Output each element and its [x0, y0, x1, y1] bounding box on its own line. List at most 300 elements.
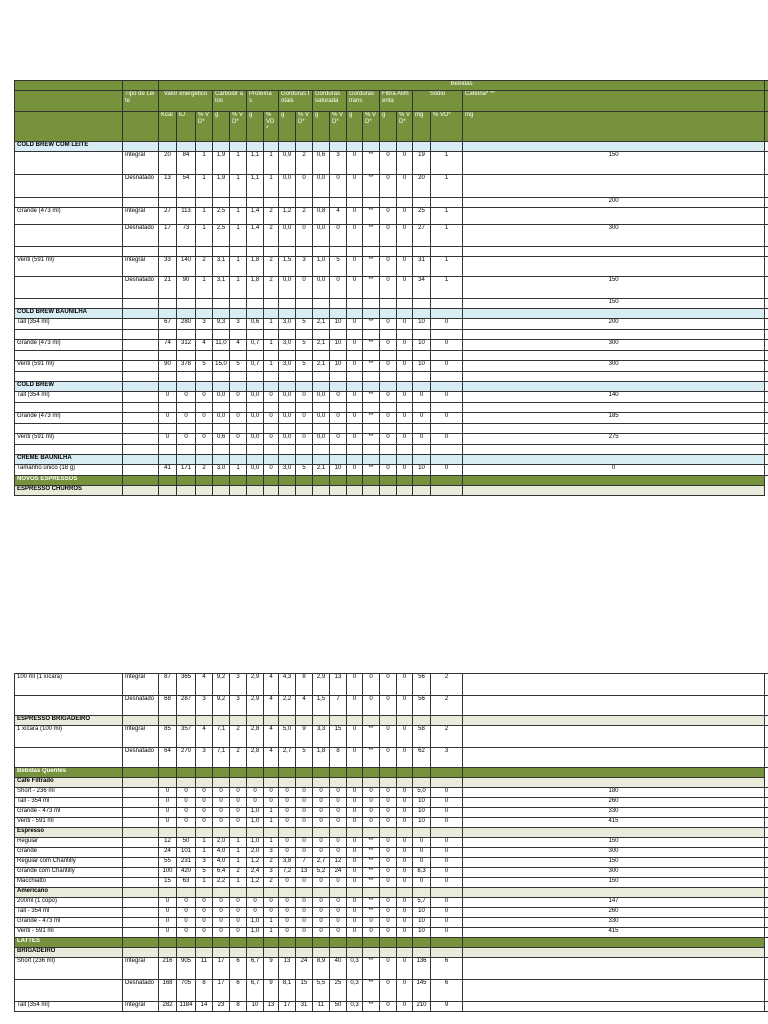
- cell-value: [196, 424, 213, 434]
- cell-value: 4: [264, 696, 279, 716]
- cell-value: 1: [196, 848, 213, 858]
- empty-cell: [397, 938, 413, 948]
- cell-value: 0: [380, 980, 397, 1002]
- cell-value: [330, 424, 347, 434]
- cell-value: 1: [196, 878, 213, 888]
- cell-value: [463, 403, 765, 413]
- table-row: [15, 152, 768, 175]
- cell-value: 50: [330, 1002, 347, 1012]
- empty-cell: [177, 938, 196, 948]
- cell-value: 0,0: [279, 434, 296, 445]
- cell-value: [347, 372, 363, 382]
- cell-value: 0: [213, 808, 230, 818]
- empty-cell: [123, 828, 159, 838]
- cell-value: 0: [279, 798, 296, 808]
- row-padding: [765, 674, 768, 696]
- cell-value: 0: [330, 434, 347, 445]
- cell-value: **: [363, 413, 380, 424]
- cell-value: 4: [264, 674, 279, 696]
- empty-cell: [177, 948, 196, 958]
- cell-value: 0: [431, 413, 463, 424]
- empty-cell: [264, 476, 279, 486]
- cell-value: 0,0: [313, 277, 330, 299]
- cell-value: 168: [159, 980, 177, 1002]
- cell-value: 0,7: [247, 361, 264, 372]
- table-row: [15, 330, 768, 340]
- empty-cell: [296, 938, 313, 948]
- cell-value: [279, 198, 296, 208]
- section-header-row: [15, 382, 768, 392]
- empty-cell: [397, 888, 413, 898]
- cell-value: [247, 372, 264, 382]
- cell-value: 1,0: [247, 918, 264, 928]
- cell-value: 0,0: [313, 225, 330, 247]
- empty-cell: [123, 948, 159, 958]
- empty-cell: [296, 476, 313, 486]
- milk-type: [123, 445, 159, 455]
- cell-value: 0: [380, 928, 397, 938]
- cell-value: 58: [413, 726, 431, 748]
- empty-cell: [196, 455, 213, 465]
- cell-value: 145: [413, 980, 431, 1002]
- empty-cell: [347, 476, 363, 486]
- empty-cell: [413, 948, 431, 958]
- cell-value: 300: [463, 848, 765, 858]
- empty-cell: [196, 828, 213, 838]
- cell-value: 300: [463, 225, 765, 247]
- empty-cell: [313, 948, 330, 958]
- cell-value: 0: [313, 818, 330, 828]
- table-row: [15, 848, 768, 858]
- cell-value: [463, 445, 765, 455]
- empty-cell: [123, 382, 159, 392]
- cell-value: 0: [347, 808, 363, 818]
- empty-cell: [347, 142, 363, 152]
- table-row: [15, 878, 768, 888]
- table-row: [15, 465, 768, 476]
- cell-value: 0: [296, 898, 313, 908]
- cell-value: 24: [296, 958, 313, 980]
- cell-value: 2,8: [247, 726, 264, 748]
- empty-cell: [159, 948, 177, 958]
- cell-value: 0: [380, 208, 397, 225]
- cell-value: 0: [196, 918, 213, 928]
- cell-value: 0,0: [247, 434, 264, 445]
- cell-value: [347, 351, 363, 361]
- empty-cell: [177, 309, 196, 319]
- cell-value: 0: [313, 798, 330, 808]
- cell-value: [196, 198, 213, 208]
- empty-cell: [123, 768, 159, 778]
- empty-cell: [463, 455, 765, 465]
- cell-value: 8: [296, 674, 313, 696]
- cell-value: 0: [363, 788, 380, 798]
- cell-value: [330, 198, 347, 208]
- cell-value: 0: [313, 788, 330, 798]
- cell-value: 7: [330, 696, 347, 716]
- cell-value: 0: [264, 908, 279, 918]
- cell-value: 0,0: [279, 392, 296, 403]
- cell-value: 0: [347, 818, 363, 828]
- cell-value: 15: [296, 980, 313, 1002]
- cell-value: 10: [330, 340, 347, 351]
- cell-value: **: [363, 257, 380, 277]
- cell-value: 20: [159, 152, 177, 175]
- cell-value: 0: [196, 413, 213, 424]
- table-row: [15, 898, 768, 908]
- cell-value: 0: [279, 908, 296, 918]
- cell-value: 0: [330, 818, 347, 828]
- empty-cell: [330, 486, 347, 496]
- cell-value: 5: [196, 361, 213, 372]
- row-padding: [765, 928, 768, 938]
- table-row: [15, 838, 768, 848]
- header-unit: g: [313, 112, 330, 142]
- cell-value: 5: [296, 465, 313, 476]
- cell-value: [413, 424, 431, 434]
- cell-value: 0: [380, 674, 397, 696]
- cell-value: 0: [380, 434, 397, 445]
- cell-value: 0: [397, 858, 413, 868]
- section-header-row: [15, 455, 768, 465]
- cell-value: [330, 372, 347, 382]
- cell-value: 0: [397, 908, 413, 918]
- cell-value: [463, 372, 765, 382]
- cell-value: **: [363, 465, 380, 476]
- cell-value: 0: [347, 838, 363, 848]
- cell-value: 0: [413, 413, 431, 424]
- cell-value: 0: [213, 918, 230, 928]
- cell-value: 2,5: [213, 225, 230, 247]
- cell-value: 1: [196, 175, 213, 198]
- cell-value: 25: [330, 980, 347, 1002]
- empty-cell: [230, 938, 247, 948]
- cell-value: [247, 403, 264, 413]
- cell-value: [413, 330, 431, 340]
- cell-value: 56: [413, 674, 431, 696]
- cell-value: 0: [397, 980, 413, 1002]
- row-label: [15, 980, 123, 1002]
- cell-value: 1: [431, 277, 463, 299]
- empty-cell: [247, 938, 264, 948]
- cell-value: 150: [463, 152, 765, 175]
- cell-value: 0: [296, 392, 313, 403]
- cell-value: [397, 403, 413, 413]
- cell-value: 4,0: [213, 848, 230, 858]
- cell-value: 11: [313, 1002, 330, 1012]
- row-label: Venti (591 ml): [15, 257, 123, 277]
- empty-cell: [247, 828, 264, 838]
- empty-cell: [279, 309, 296, 319]
- cell-value: [413, 299, 431, 309]
- cell-value: 1: [431, 152, 463, 175]
- table-row: [15, 225, 768, 247]
- cell-value: 0: [264, 465, 279, 476]
- empty-cell: [296, 486, 313, 496]
- empty-cell: [196, 382, 213, 392]
- cell-value: 8,9: [313, 958, 330, 980]
- cell-value: 3: [196, 748, 213, 768]
- empty-cell: [330, 309, 347, 319]
- milk-type: Desnatado: [123, 696, 159, 716]
- cell-value: [264, 424, 279, 434]
- table-row: [15, 798, 768, 808]
- cell-value: 63: [177, 878, 196, 888]
- cell-value: [463, 247, 765, 257]
- cell-value: **: [363, 175, 380, 198]
- empty-cell: [413, 309, 431, 319]
- empty-cell: [177, 476, 196, 486]
- cell-value: 0: [380, 392, 397, 403]
- cell-value: 0: [296, 808, 313, 818]
- cell-value: [177, 403, 196, 413]
- empty-cell: [279, 142, 296, 152]
- empty-cell: [279, 938, 296, 948]
- cell-value: 3: [230, 696, 247, 716]
- cell-value: 0: [196, 788, 213, 798]
- cell-value: 330: [463, 918, 765, 928]
- empty-cell: [230, 142, 247, 152]
- cell-value: 0: [463, 465, 765, 476]
- cell-value: 0: [380, 818, 397, 828]
- cell-value: 0: [413, 392, 431, 403]
- header-unit: % VD*: [397, 112, 413, 142]
- cell-value: 0: [196, 928, 213, 938]
- cell-value: 12: [330, 858, 347, 868]
- cell-value: 10: [413, 798, 431, 808]
- cell-value: 11,0: [213, 340, 230, 351]
- empty-cell: [264, 716, 279, 726]
- empty-cell: [123, 476, 159, 486]
- cell-value: 5: [296, 319, 313, 330]
- cell-value: [213, 198, 230, 208]
- cell-value: **: [363, 361, 380, 372]
- cell-value: 5: [296, 340, 313, 351]
- cell-value: [279, 247, 296, 257]
- table-row: [15, 696, 768, 716]
- cell-value: 4: [196, 674, 213, 696]
- cell-value: 0: [330, 175, 347, 198]
- empty-cell: [123, 309, 159, 319]
- empty-cell: [264, 309, 279, 319]
- empty-cell: [431, 768, 463, 778]
- cell-value: [279, 445, 296, 455]
- empty-cell: [313, 778, 330, 788]
- empty-cell: [247, 768, 264, 778]
- header-valor-energetico: Valor energético: [159, 91, 213, 112]
- milk-type: [123, 858, 159, 868]
- cell-value: 2,1: [313, 319, 330, 330]
- cell-value: 10: [413, 818, 431, 828]
- cell-value: 2,7: [279, 748, 296, 768]
- empty-cell: [431, 382, 463, 392]
- empty-cell: [247, 142, 264, 152]
- cell-value: [296, 330, 313, 340]
- row-label: [15, 748, 123, 768]
- section-label: Bebidas Quentes: [15, 768, 123, 778]
- empty-cell: [463, 938, 765, 948]
- empty-cell: [196, 716, 213, 726]
- empty-cell: [177, 142, 196, 152]
- cell-value: 0: [363, 918, 380, 928]
- cell-value: 0: [313, 928, 330, 938]
- cell-value: 0: [196, 808, 213, 818]
- cell-value: 2,1: [313, 465, 330, 476]
- cell-value: [230, 351, 247, 361]
- cell-value: 2: [264, 257, 279, 277]
- cell-value: 0,0: [313, 392, 330, 403]
- cell-value: [330, 299, 347, 309]
- empty-cell: [296, 142, 313, 152]
- cell-value: 0: [313, 848, 330, 858]
- empty-cell: [123, 142, 159, 152]
- empty-cell: [363, 888, 380, 898]
- row-label: 200ml (1 copo): [15, 898, 123, 908]
- cell-value: 0: [347, 748, 363, 768]
- milk-type: [123, 788, 159, 798]
- header-unit: % VD*: [431, 112, 463, 142]
- cell-value: 0: [397, 257, 413, 277]
- cell-value: 0: [380, 918, 397, 928]
- row-label: Grande (473 ml): [15, 413, 123, 424]
- row-label: 100 ml (1 xícara): [15, 674, 123, 696]
- header-unit: mg: [413, 112, 431, 142]
- cell-value: 15: [159, 878, 177, 888]
- cell-value: 5,2: [313, 868, 330, 878]
- cell-value: 0: [380, 225, 397, 247]
- empty-cell: [213, 476, 230, 486]
- cell-value: 0: [363, 674, 380, 696]
- cell-value: 0: [196, 818, 213, 828]
- table-row: [15, 726, 768, 748]
- cell-value: 2: [230, 726, 247, 748]
- cell-value: [213, 372, 230, 382]
- cell-value: 5: [296, 748, 313, 768]
- cell-value: **: [363, 958, 380, 980]
- cell-value: 300: [463, 340, 765, 351]
- cell-value: [264, 299, 279, 309]
- milk-type: Desnatado: [123, 175, 159, 198]
- cell-value: 0: [347, 878, 363, 888]
- empty-cell: [296, 382, 313, 392]
- cell-value: 0: [296, 788, 313, 798]
- table-row: [15, 434, 768, 445]
- cell-value: 420: [177, 868, 196, 878]
- cell-value: 0: [330, 808, 347, 818]
- cell-value: 1,5: [313, 696, 330, 716]
- table-row: [15, 247, 768, 257]
- empty-cell: [264, 382, 279, 392]
- cell-value: [363, 424, 380, 434]
- cell-value: 4: [230, 340, 247, 351]
- cell-value: [431, 372, 463, 382]
- cell-value: [413, 351, 431, 361]
- cell-value: 0,3: [347, 958, 363, 980]
- cell-value: 0: [177, 908, 196, 918]
- cell-value: 1: [196, 277, 213, 299]
- empty-cell: [264, 455, 279, 465]
- cell-value: 0,0: [279, 413, 296, 424]
- cell-value: 3: [230, 319, 247, 330]
- empty-cell: [380, 476, 397, 486]
- cell-value: 10: [413, 465, 431, 476]
- row-label: Tamanho único (18 g): [15, 465, 123, 476]
- cell-value: 3: [230, 674, 247, 696]
- section-label: Espresso: [15, 828, 123, 838]
- empty-cell: [363, 716, 380, 726]
- cell-value: [431, 247, 463, 257]
- cell-value: 0: [347, 175, 363, 198]
- empty-cell: [380, 382, 397, 392]
- milk-type: [123, 361, 159, 372]
- cell-value: 1: [264, 361, 279, 372]
- header-sodio: Sódio: [413, 91, 463, 112]
- empty-cell: [313, 309, 330, 319]
- row-label: Grande - 473 ml: [15, 808, 123, 818]
- cell-value: 34: [413, 277, 431, 299]
- cell-value: 0: [177, 788, 196, 798]
- empty-cell: [264, 486, 279, 496]
- row-padding: [765, 798, 768, 808]
- empty-cell: [397, 486, 413, 496]
- cell-value: 0: [330, 848, 347, 858]
- cell-value: 50: [177, 838, 196, 848]
- cell-value: 2,5: [213, 208, 230, 225]
- cell-value: 9: [264, 980, 279, 1002]
- cell-value: 1: [230, 152, 247, 175]
- cell-value: **: [363, 848, 380, 858]
- cell-value: 1: [230, 175, 247, 198]
- cell-value: [380, 247, 397, 257]
- cell-value: 10: [413, 918, 431, 928]
- cell-value: 1: [264, 340, 279, 351]
- cell-value: 0: [330, 225, 347, 247]
- cell-value: 1: [196, 225, 213, 247]
- table-row: [15, 299, 768, 309]
- empty-cell: [230, 486, 247, 496]
- cell-value: 2: [264, 858, 279, 868]
- cell-value: 0: [296, 848, 313, 858]
- cell-value: 0: [397, 152, 413, 175]
- cell-value: [177, 372, 196, 382]
- cell-value: 3: [196, 696, 213, 716]
- empty-cell: [213, 828, 230, 838]
- cell-value: [296, 445, 313, 455]
- empty-cell: [380, 768, 397, 778]
- empty-cell: [159, 716, 177, 726]
- row-label: Venti - 591 ml: [15, 818, 123, 828]
- empty-cell: [279, 888, 296, 898]
- cell-value: 0: [264, 434, 279, 445]
- cell-value: 0,9: [279, 152, 296, 175]
- cell-value: 0: [279, 928, 296, 938]
- cell-value: **: [363, 434, 380, 445]
- cell-value: [463, 424, 765, 434]
- empty-cell: [313, 828, 330, 838]
- cell-value: [397, 247, 413, 257]
- cell-value: 0,8: [313, 208, 330, 225]
- cell-value: 9: [296, 726, 313, 748]
- milk-type: Desnatado: [123, 277, 159, 299]
- table-row: [15, 208, 768, 225]
- cell-value: [247, 330, 264, 340]
- cell-value: 1: [230, 465, 247, 476]
- cell-value: 23: [213, 1002, 230, 1012]
- cell-value: 25: [413, 208, 431, 225]
- cell-value: 0: [431, 788, 463, 798]
- empty-cell: [463, 768, 765, 778]
- milk-type: [123, 351, 159, 361]
